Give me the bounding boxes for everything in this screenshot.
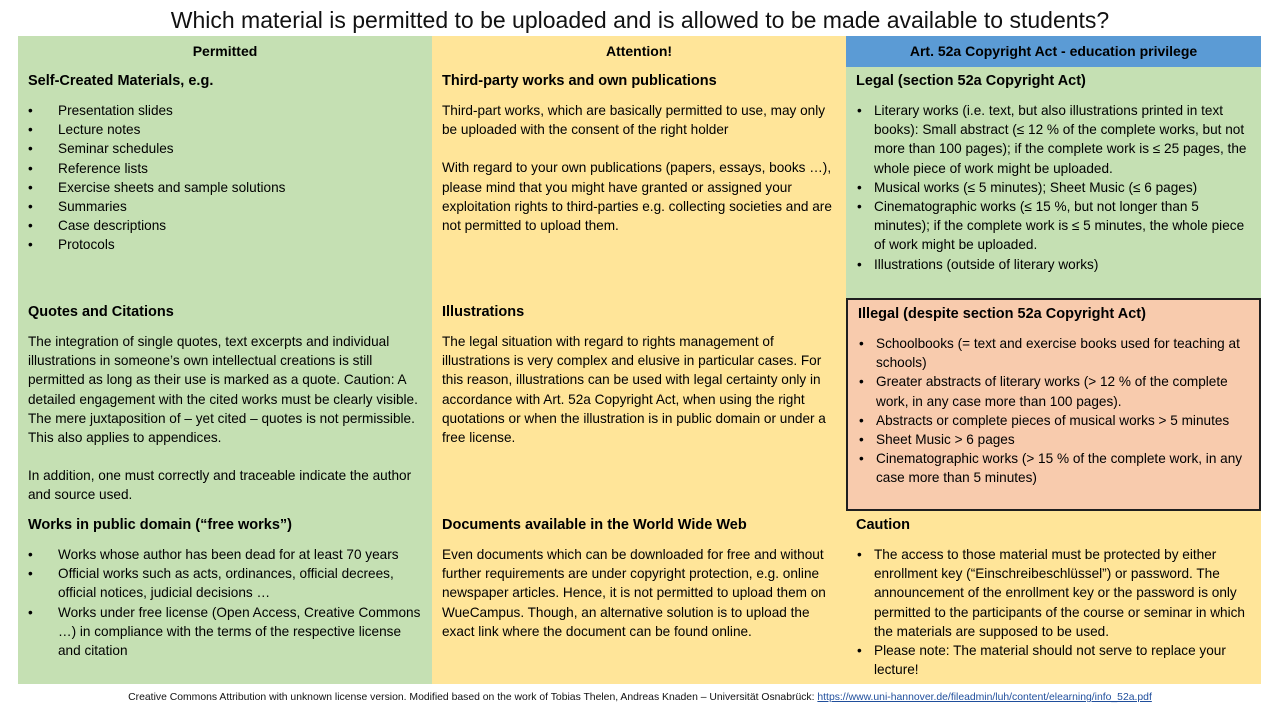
cell-legal <box>846 67 1261 298</box>
list-item: • Reference lists <box>28 159 424 178</box>
third-party-title: Third-party works and own publications <box>442 73 717 89</box>
list-item: • Seminar schedules <box>28 139 424 158</box>
cell-www <box>432 511 846 684</box>
list-item: • Case descriptions <box>28 216 424 235</box>
footer-text: Creative Commons Attribution with unknown license version. Modified based on the work of Tobias Thelen, Andreas Knaden – Universität Osnabrück: <box>128 692 818 703</box>
cell-caution <box>846 511 1261 684</box>
list-item: • Literary works (i.e. text, but also illustrations printed in text books): Small abstract (≤ 12 % of the complete works, but not more than 100 pages); if the complete work is ≤ 25 pages, the whole piece of work might be uploaded. <box>856 101 1253 178</box>
quotes-paragraph: In addition, one must correctly and traceable indicate the author and source used. <box>28 468 412 503</box>
list-item: • Sheet Music > 6 pages <box>858 430 1251 449</box>
public-domain-title: Works in public domain (“free works”) <box>28 517 292 533</box>
list-item: • Cinematographic works (≤ 15 %, but not longer than 5 minutes); if the complete work is ≤ 5 minutes, the whole piece of work might be uploaded. <box>856 197 1253 255</box>
list-item: • Presentation slides <box>28 101 424 120</box>
www-title: Documents available in the World Wide Web <box>442 517 747 533</box>
list-item: • Exercise sheets and sample solutions <box>28 178 424 197</box>
illegal-title: Illegal (despite section 52a Copyright Act) <box>858 306 1146 322</box>
quotes-paragraph: The integration of single quotes, text excerpts and individual illustrations in someone’s own intellectual creations is still permitted as long as their use is marked as a quote. Caution: A detailed engagement with the cited works must be clearly visible. The mere juxtaposition of – yet cited – quotes is not permissible. This also applies to appendices. <box>28 334 418 446</box>
list-item: • Greater abstracts of literary works (> 12 % of the complete work, in any case more than 100 pages). <box>858 372 1251 410</box>
list-item: • Abstracts or complete pieces of musical works > 5 minutes <box>858 411 1251 430</box>
caution-title: Caution <box>856 517 910 533</box>
illustrations-title: Illustrations <box>442 304 525 320</box>
footer-link[interactable]: https://www.uni-hannover.de/fileadmin/luh/content/elearning/info_52a.pdf <box>817 692 1152 703</box>
cell-illegal <box>846 298 1261 511</box>
header-art52a: Art. 52a Copyright Act - education privilege <box>846 36 1261 67</box>
quotes-title: Quotes and Citations <box>28 304 174 320</box>
self-created-title: Self-Created Materials, e.g. <box>28 73 214 89</box>
list-item: • Summaries <box>28 197 424 216</box>
page-title: Which material is permitted to be uploaded and is allowed to be made available to students? <box>170 7 1110 33</box>
list-item: • Works whose author has been dead for at least 70 years <box>28 545 424 564</box>
column-art52a <box>846 36 1261 684</box>
footer-attribution <box>0 690 1280 706</box>
list-item: • Illustrations (outside of literary works) <box>856 255 1253 274</box>
legal-title: Legal (section 52a Copyright Act) <box>856 73 1086 89</box>
list-item: • Official works such as acts, ordinances, official decrees, official notices, judicial decisions … <box>28 564 424 602</box>
legal-list <box>856 101 1253 274</box>
cell-public-domain <box>18 511 432 684</box>
list-item: • Protocols <box>28 235 424 254</box>
cell-self-created <box>18 67 432 298</box>
list-item: • Musical works (≤ 5 minutes); Sheet Music (≤ 6 pages) <box>856 178 1253 197</box>
list-item: • Cinematographic works (> 15 % of the complete work, in any case more than 5 minutes) <box>858 449 1251 487</box>
www-paragraph: Even documents which can be downloaded for free and without further requirements are under copyright protection, e.g. online newspaper articles. Hence, it is not permitted to upload them on WueCampus. Though, an alternative solution is to upload the exact link where the document can be found online. <box>442 547 826 639</box>
list-item: • Please note: The material should not serve to replace your lecture! <box>856 641 1253 679</box>
list-item: • Lecture notes <box>28 120 424 139</box>
cell-quotes <box>18 298 432 511</box>
caution-list <box>856 545 1253 679</box>
list-item: • Schoolbooks (= text and exercise books used for teaching at schools) <box>858 334 1251 372</box>
list-item: • The access to those material must be protected by either enrollment key (“Einschreibeschlüssel”) or password. The announcement of the enrollment key or the password is only permitted to the participants of the course or seminar in which the materials are supposed to be used. <box>856 545 1253 641</box>
self-created-list <box>28 101 424 255</box>
third-party-paragraph: Third-part works, which are basically permitted to use, may only be uploaded with the consent of the right holder <box>442 103 826 138</box>
list-item: • Works under free license (Open Access, Creative Commons …) in compliance with the terms of the respective license and citation <box>28 603 424 661</box>
header-permitted: Permitted <box>18 36 432 67</box>
cell-third-party <box>432 67 846 298</box>
third-party-paragraph: With regard to your own publications (papers, essays, books …), please mind that you might have granted or assigned your exploitation rights to third-parties e.g. collecting societies and are not permitted to upload them. <box>442 160 832 234</box>
column-permitted <box>18 36 432 684</box>
cell-illustrations <box>432 298 846 511</box>
header-attention: Attention! <box>432 36 846 67</box>
illegal-list <box>858 334 1251 488</box>
column-attention <box>432 36 846 684</box>
content-grid <box>18 36 1261 684</box>
illustrations-paragraph: The legal situation with regard to rights management of illustrations is very complex and elusive in particular cases. For this reason, illustrations can be used with legal certainty only in accordance with Art. 52a Copyright Act, when using the right quotations or when the illustration is in public domain or under a free license. <box>442 334 826 446</box>
public-domain-list <box>28 545 424 660</box>
